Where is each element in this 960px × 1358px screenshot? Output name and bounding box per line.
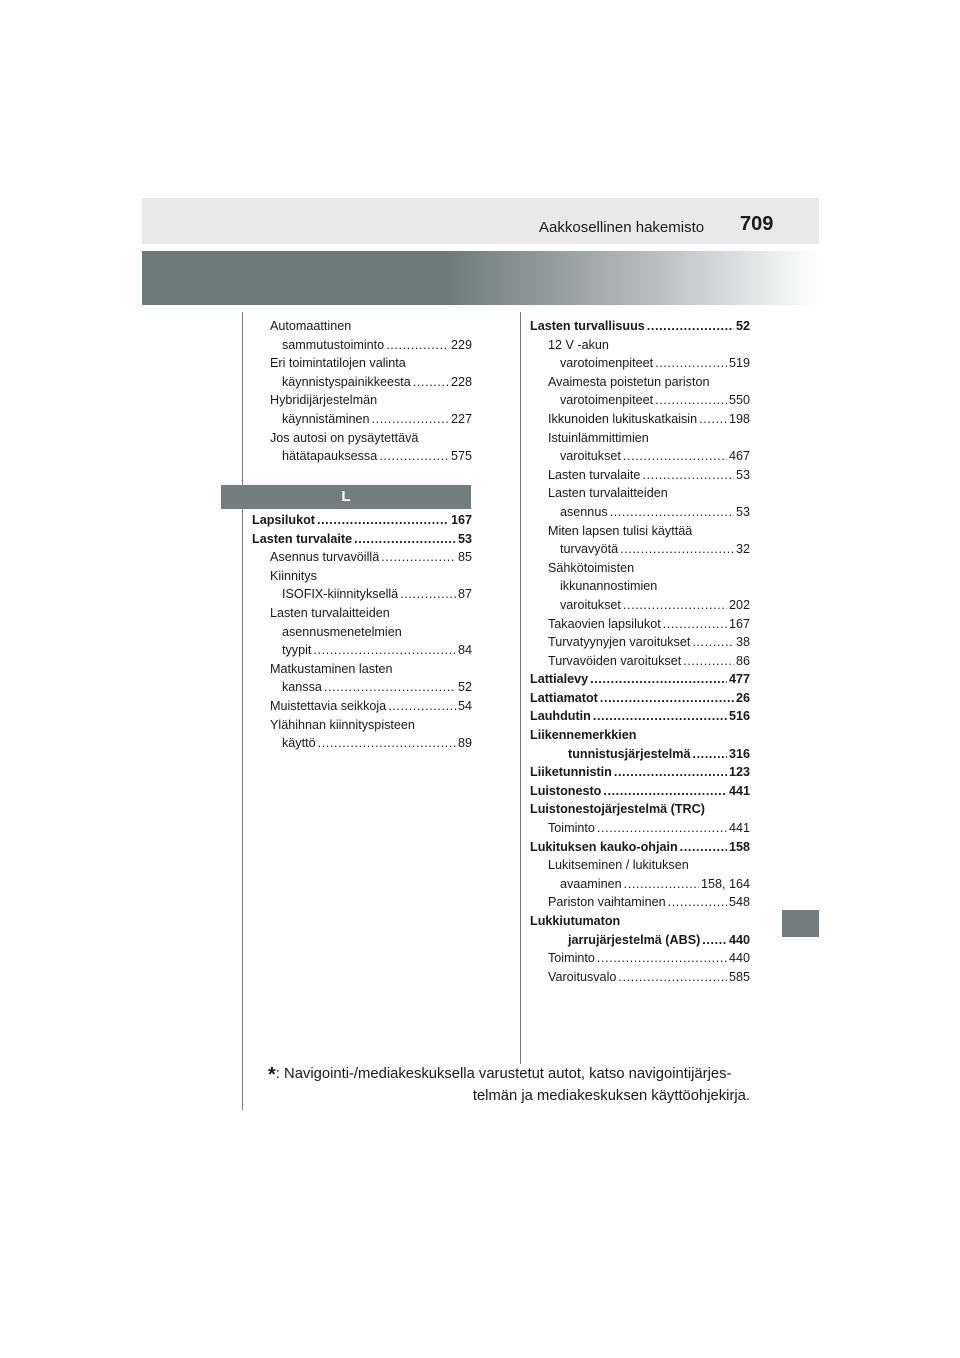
index-entry-heading: Ylähihnan kiinnityspisteen [270, 717, 415, 732]
index-entry [252, 410, 472, 429]
footnote-line-2: telmän ja mediakeskuksen käyttöohjekirja. [472, 1088, 750, 1104]
index-entry [530, 670, 750, 689]
index-entry-term: Ikkunoiden lukituskatkaisin [548, 411, 698, 426]
index-entry-term: Toiminto [548, 821, 595, 836]
index-entry-heading: Avaimesta poistetun pariston [548, 374, 710, 389]
index-entry [252, 373, 472, 392]
index-entry-term: Pariston vaihtaminen [548, 895, 666, 910]
index-entry [530, 540, 750, 559]
index-entry-term: käynnistäminen [282, 411, 370, 426]
index-entry-term: turvavyötä [560, 542, 619, 557]
index-entry-heading: Lasten turvalaitteiden [548, 486, 668, 501]
dot-leader [647, 317, 734, 336]
dot-leader [317, 511, 449, 530]
dot-leader [618, 968, 727, 987]
index-entry [530, 707, 750, 726]
index-entry-page: 167 [450, 513, 472, 527]
index-entry [530, 410, 750, 429]
index-entry-term: Asennus turvavöillä [270, 550, 380, 565]
index-entry-term: Turvavöiden varoitukset [548, 653, 682, 668]
dot-leader [386, 336, 449, 355]
index-entry-heading: Automaattinen [270, 319, 352, 333]
index-entry [530, 652, 750, 671]
dot-leader [620, 540, 734, 559]
index-entry-page: 516 [728, 709, 750, 724]
index-entry [530, 633, 750, 652]
index-entry-page: 84 [457, 643, 472, 658]
index-entry-page: 550 [728, 393, 750, 408]
index-entry-term: käyttö [282, 736, 316, 751]
index-entry-page: 52 [457, 680, 472, 695]
index-entry-term: Lattialevy [530, 672, 589, 687]
index-entry-heading: asennusmenetelmien [282, 624, 402, 639]
index-entry-term: sammutustoiminto [282, 337, 385, 352]
index-entry-page: 158 [728, 839, 750, 854]
index-entry-page: 548 [728, 895, 750, 910]
dot-leader [680, 838, 727, 857]
index-entry-term: avaaminen [560, 876, 622, 891]
index-entry [252, 678, 472, 697]
dot-leader [699, 410, 727, 429]
index-entry [530, 782, 750, 801]
dot-leader [623, 596, 727, 615]
index-entry-page: 519 [728, 356, 750, 371]
decorative-gradient-band [142, 251, 819, 305]
index-entry-term: tunnistusjärjestelmä [568, 746, 691, 761]
index-entry-term: jarrujärjestelmä (ABS) [568, 932, 701, 947]
index-entry-heading: Hybridijärjestelmän [270, 393, 378, 408]
index-entry-term: varotoimenpiteet [560, 356, 654, 371]
section-letter-bar: L [221, 485, 471, 509]
index-entry-heading: ikkunannostimien [560, 579, 658, 594]
index-entry-term: tyypit [282, 643, 312, 658]
index-entry-page: 32 [735, 542, 750, 557]
index-entry [252, 548, 472, 567]
page-number: 709 [740, 213, 774, 235]
index-entry [530, 596, 750, 615]
index-entry-term: hätätapauksessa [282, 449, 378, 464]
dot-leader [702, 931, 727, 950]
dot-leader [313, 641, 456, 660]
dot-leader [381, 548, 456, 567]
dot-leader [324, 678, 456, 697]
index-entry-page: 53 [735, 467, 750, 482]
dot-leader [354, 530, 456, 549]
index-entry-page: 228 [450, 374, 472, 389]
index-entry-term: Muistettavia seikkoja [270, 698, 387, 713]
index-entry-term: Lapsilukot [252, 513, 315, 527]
dot-leader [623, 447, 727, 466]
index-entry-page: 167 [728, 616, 750, 631]
index-entry [252, 585, 472, 604]
dot-leader [603, 782, 727, 801]
dot-leader [624, 875, 699, 894]
index-entry-page: 53 [457, 531, 472, 546]
index-entry-heading: Lukkiutumaton [530, 914, 621, 928]
index-entry [530, 689, 750, 708]
dot-leader [642, 466, 734, 485]
index-entry-page: 38 [735, 635, 750, 650]
index-entry-term: varoitukset [560, 597, 621, 612]
index-entry-heading: Sähkötoimisten [548, 560, 635, 575]
index-entry-term: Varoitusvalo [548, 969, 617, 984]
index-entry [530, 893, 750, 912]
index-entry-heading: Istuinlämmittimien [548, 430, 649, 445]
footnote-star: * [268, 1064, 276, 1086]
index-entry-term: Liiketunnistin [530, 765, 612, 780]
index-entry [252, 734, 472, 753]
index-entry-heading: Jos autosi on pysäytettävä [270, 430, 419, 445]
index-entry-page: 202 [728, 597, 750, 612]
index-entry [530, 391, 750, 410]
index-entry-heading: Liikennemerkkien [530, 728, 637, 743]
index-entry [530, 447, 750, 466]
index-entry [252, 530, 472, 549]
index-entry [530, 615, 750, 634]
index-entry-page: 89 [457, 736, 472, 751]
index-entry-page: 26 [735, 690, 750, 705]
column-divider [520, 312, 521, 1064]
index-entry-page: 123 [728, 765, 750, 780]
index-entry-term: varotoimenpiteet [560, 393, 654, 408]
index-entry-heading: 12 V -akun [548, 337, 609, 352]
index-entry-heading: Lukitseminen / lukituksen [548, 858, 689, 873]
index-entry [530, 466, 750, 485]
index-entry-term: Lattiamatot [530, 690, 598, 705]
index-entry-page: 86 [735, 653, 750, 668]
index-entry-page: 54 [457, 698, 472, 713]
index-entry-page: 198 [728, 411, 750, 426]
index-entry-page: 85 [457, 550, 472, 565]
dot-leader [614, 763, 727, 782]
index-entry [530, 503, 750, 522]
dot-leader [692, 633, 734, 652]
index-entry-page: 52 [735, 319, 750, 333]
index-entry-term: varoitukset [560, 449, 621, 464]
dot-leader [318, 734, 456, 753]
dot-leader [610, 503, 734, 522]
index-entry-term: Takaovien lapsilukot [548, 616, 661, 631]
index-column-left-l [252, 511, 472, 753]
index-entry-page: 316 [728, 746, 750, 761]
index-entry-term: Lukituksen kauko-ohjain [530, 839, 678, 854]
index-entry-heading: Miten lapsen tulisi käyttää [548, 523, 693, 538]
index-entry-page: 53 [735, 504, 750, 519]
index-entry-heading: Luistonestojärjestelmä (TRC) [530, 802, 705, 817]
dot-leader [379, 447, 449, 466]
index-entry-term: ISOFIX-kiinnityksellä [282, 587, 399, 602]
index-entry-page: 441 [728, 783, 750, 798]
index-entry-term: asennus [560, 504, 608, 519]
index-entry-page: 229 [450, 337, 472, 352]
index-entry [530, 819, 750, 838]
dot-leader [655, 391, 727, 410]
chapter-tab-marker [782, 910, 819, 937]
dot-leader [413, 373, 449, 392]
index-column-right [530, 317, 750, 986]
left-margin-rule [242, 312, 243, 1110]
index-entry-page: 227 [450, 411, 472, 426]
page-header-title: Aakkosellinen hakemisto [539, 219, 705, 236]
index-entry-heading: Eri toimintatilojen valinta [270, 356, 406, 371]
index-entry-heading: Kiinnitys [270, 568, 317, 583]
index-entry [530, 949, 750, 968]
index-entry [530, 354, 750, 373]
index-entry [530, 317, 750, 336]
index-entry-term: Lasten turvalaite [548, 467, 641, 482]
index-entry [530, 968, 750, 987]
dot-leader [372, 410, 449, 429]
index-entry-term: Turvatyynyjen varoitukset [548, 635, 691, 650]
index-entry-page: 477 [728, 672, 750, 687]
index-entry-term: Toiminto [548, 951, 595, 966]
dot-leader [663, 615, 727, 634]
dot-leader [655, 354, 727, 373]
index-entry-term: Lasten turvalaite [252, 531, 353, 546]
index-entry-page: 467 [728, 449, 750, 464]
index-entry-heading: Matkustaminen lasten [270, 661, 393, 676]
index-entry-term: Luistonesto [530, 783, 602, 798]
dot-leader [597, 819, 727, 838]
dot-leader [590, 670, 727, 689]
index-entry [252, 447, 472, 466]
index-entry-page: 87 [457, 587, 472, 602]
dot-leader [597, 949, 727, 968]
index-entry-page: 158, 164 [700, 876, 750, 891]
dot-leader [600, 689, 734, 708]
index-entry [530, 875, 750, 894]
dot-leader [593, 707, 727, 726]
index-entry [530, 745, 750, 764]
index-entry-page: 575 [450, 449, 472, 464]
footnote [268, 1064, 750, 1107]
index-entry [530, 838, 750, 857]
dot-leader [388, 697, 456, 716]
index-entry-page: 585 [728, 969, 750, 984]
index-entry [530, 931, 750, 950]
header-band [142, 198, 819, 244]
index-entry [252, 336, 472, 355]
index-entry-page: 440 [728, 951, 750, 966]
index-entry [252, 511, 472, 530]
index-entry-term: Lasten turvallisuus [530, 319, 645, 333]
index-entry [530, 763, 750, 782]
index-column-left-top [252, 317, 472, 466]
index-entry-term: kanssa [282, 680, 322, 695]
index-entry-page: 440 [728, 932, 750, 947]
dot-leader [692, 745, 727, 764]
index-entry-heading: Lasten turvalaitteiden [270, 605, 390, 620]
index-entry-term: käynnistyspainikkeesta [282, 374, 411, 389]
dot-leader [683, 652, 734, 671]
dot-leader [668, 893, 727, 912]
dot-leader [400, 585, 456, 604]
index-entry-term: Lauhdutin [530, 709, 591, 724]
footnote-line-1: : Navigointi-/mediakeskuksella varustetut autot, katso navigointijärjes- [275, 1066, 732, 1082]
index-entry-page: 441 [728, 821, 750, 836]
index-entry [252, 641, 472, 660]
index-entry [252, 697, 472, 716]
